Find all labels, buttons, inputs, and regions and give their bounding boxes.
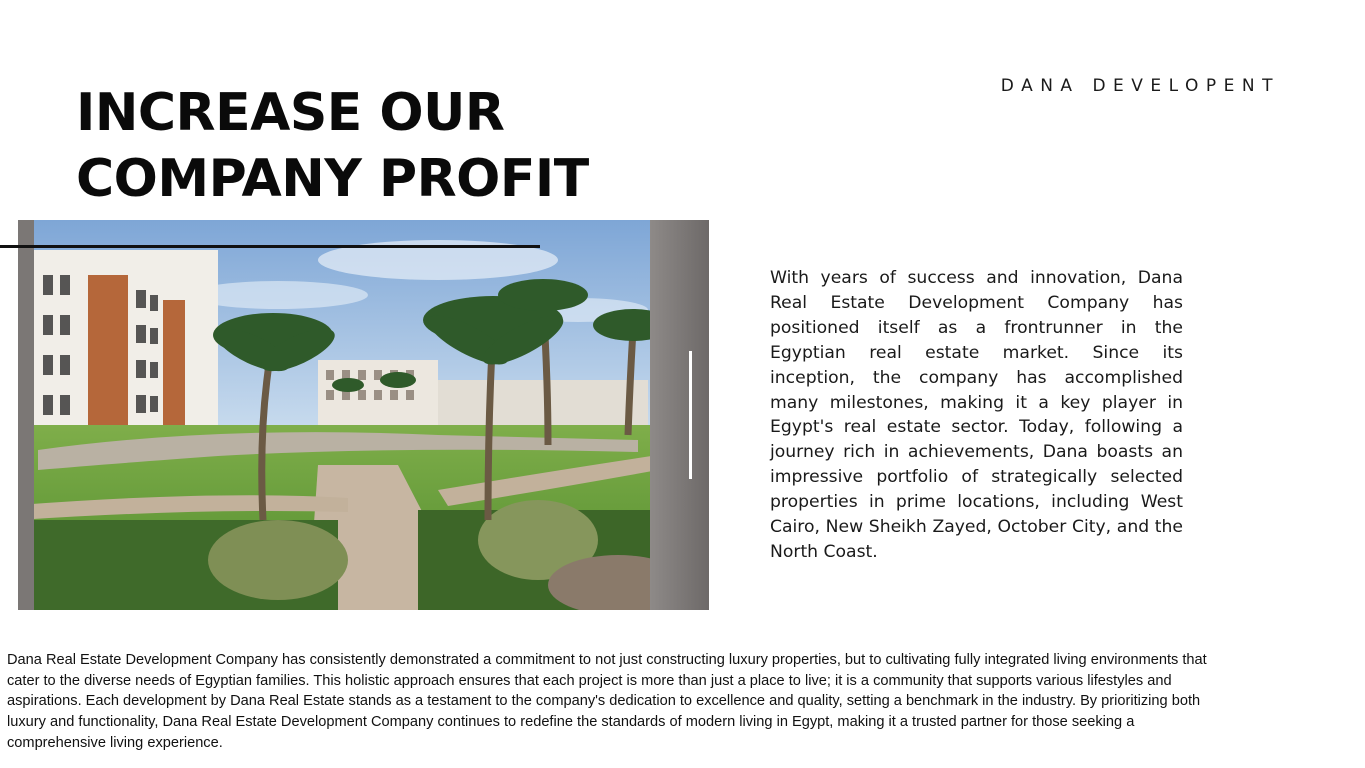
accent-line-vertical	[689, 351, 692, 479]
brand-name: DANA DEVELOPENT	[1000, 76, 1280, 96]
hero-photo-illustration	[18, 220, 709, 610]
summary-paragraph: Dana Real Estate Development Company has consistently demonstrated a commitment to not just constructing luxury properties, but to cultivating fully integrated living environments that cater to the diverse needs of Egyptian families. This holistic approach ensures that each project is more than just a place to live; it is a community that supports various lifestyles and aspirations. Each development by Dana Real Estate stands as a testament to the company's dedication to excellence and quality, setting a benchmark in the industry. By prioritizing both luxury and functionality, Dana Real Estate Development Company continues to redefine the standards of modern living in Egypt, making it a trusted partner for those seeking a comprehensive living experience.	[7, 652, 1207, 751]
hero-photo	[18, 220, 709, 610]
intro-paragraph: With years of success and innovation, Dana Real Estate Development Company has positioned itself as a frontrunner in the Egyptian real estate market. Since its inception, the company has accomplished many milestones, making it a key player in Egypt's real estate sector. Today, following a journey rich in achievements, Dana boasts an impressive portfolio of strategically selected properties in prime locations, including West Cairo, New Sheikh Zayed, October City, and the North Coast.	[770, 268, 1183, 562]
title-line-1: INCREASE OUR	[76, 83, 505, 143]
title-line-2: COMPANY PROFIT	[76, 149, 589, 209]
page-title	[76, 80, 716, 212]
accent-line-horizontal	[0, 245, 540, 248]
